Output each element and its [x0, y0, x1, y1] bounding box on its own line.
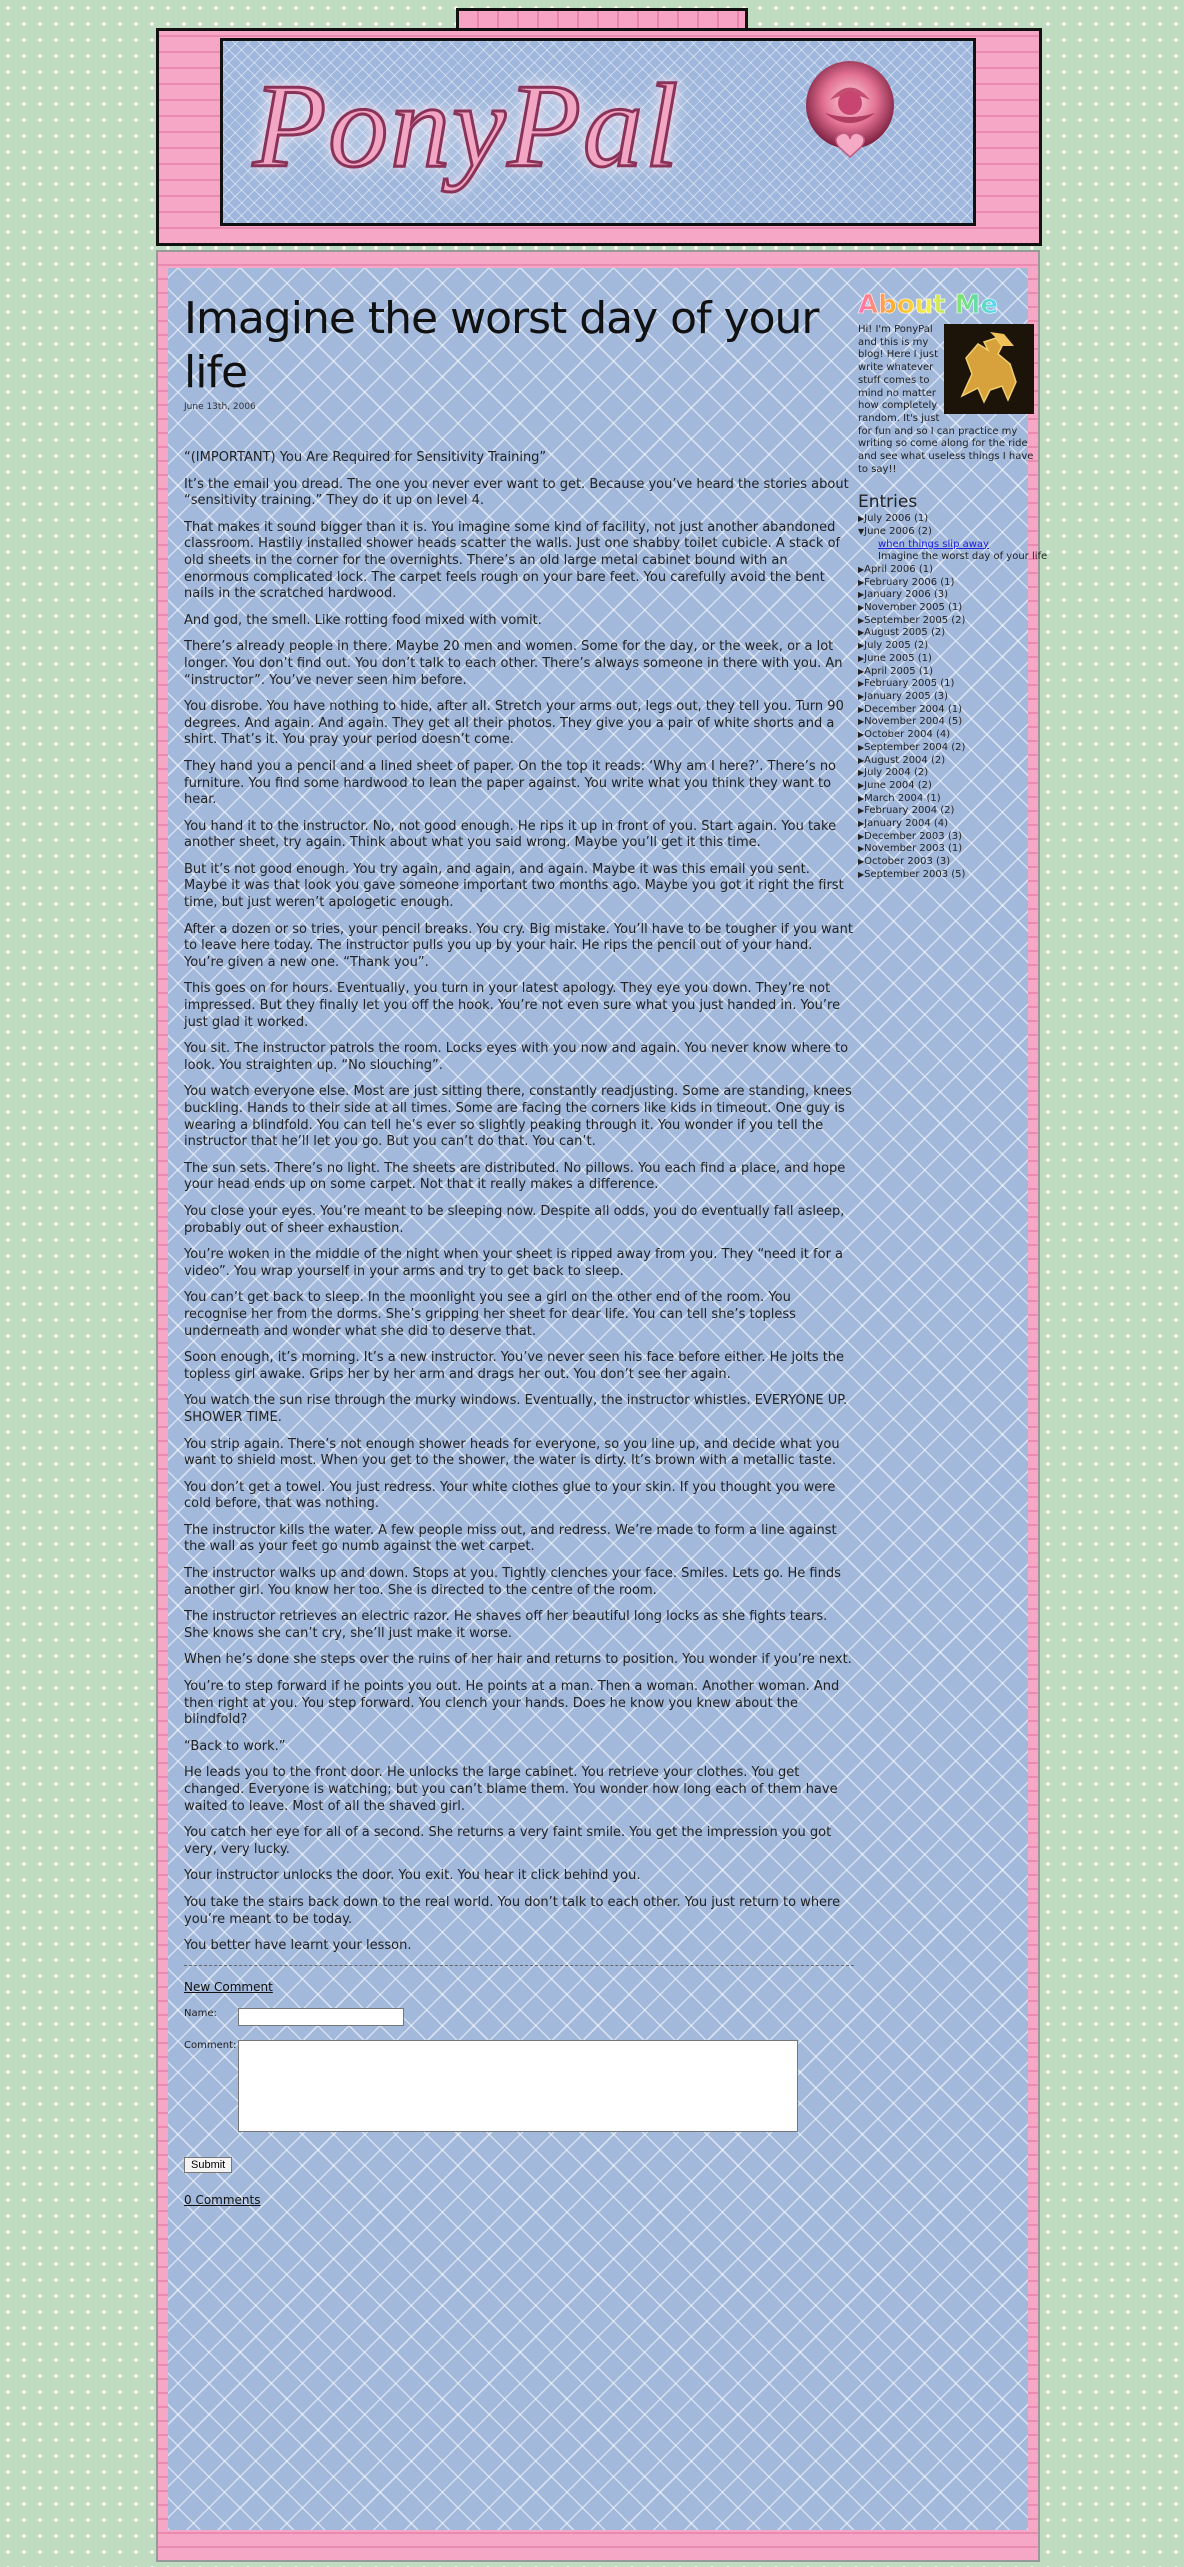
post-paragraph: You strip again. There’s not enough shower heads for everyone, so you line up, and decide what you want to shield most. When you get to the shower, the water is dirty. It’s brown with a metallic taste. — [184, 1436, 840, 1469]
archive-month-item[interactable] — [858, 513, 1034, 526]
archive-month-label[interactable]: June 2004 (2) — [864, 779, 932, 791]
archive-month-label[interactable]: September 2004 (2) — [864, 741, 966, 753]
triangle-right-icon[interactable]: ▶ — [858, 793, 865, 803]
entries-heading: Entries — [858, 492, 918, 513]
archive-month-item[interactable] — [858, 856, 1034, 869]
triangle-right-icon[interactable]: ▶ — [858, 590, 865, 600]
content-area — [168, 268, 1048, 2530]
archive-month-item[interactable] — [858, 869, 1034, 882]
triangle-right-icon[interactable]: ▶ — [858, 653, 865, 663]
post-paragraph: You sit. The instructor patrols the room. Locks eyes with you now and again. You never know where to look. You straighten up. “No slouching”. — [184, 1041, 849, 1073]
archive-month-label[interactable]: October 2004 (4) — [864, 729, 951, 741]
archive-month-label[interactable]: January 2005 (3) — [864, 690, 949, 702]
triangle-right-icon[interactable]: ▶ — [858, 844, 865, 854]
header-banner — [220, 38, 976, 226]
archive-post-item[interactable] — [858, 539, 1034, 552]
post-paragraph: You can’t get back to sleep. In the moonlight you see a girl on the other end of the room. You recognise her from the dorms. She’s gripping her sheet for dear life. You can tell she’s topless underneath and wonder what she did to deserve that. — [184, 1290, 796, 1339]
rose-with-heart-icon — [795, 55, 905, 175]
post-paragraph: There’s already people in there. Maybe 20 men and women. Some for the day, or the week, or a lot longer. You don’t find out. You don’t talk to each other. There’s always someone in there with you. An “instructor”. You’ve never seen him before. — [184, 639, 843, 688]
archive-month-label[interactable]: January 2006 (3) — [864, 589, 949, 601]
main-column — [184, 292, 854, 2207]
triangle-right-icon[interactable]: ▶ — [858, 704, 865, 714]
archive-month-label[interactable]: February 2005 (1) — [864, 678, 955, 690]
archive-month-item[interactable] — [858, 678, 1034, 691]
triangle-right-icon[interactable]: ▶ — [858, 831, 865, 841]
archive-month-item[interactable] — [858, 564, 1034, 577]
archive-month-label[interactable]: July 2006 (1) — [864, 513, 929, 525]
archive-month-label[interactable]: January 2004 (4) — [864, 818, 949, 830]
post-paragraph: You’re woken in the middle of the night when your sheet is ripped away from you. They “need it for a video”. You wrap yourself in your arms and try to get back to sleep. — [184, 1247, 844, 1279]
archive-month-item[interactable] — [858, 691, 1034, 704]
archive-month-item[interactable] — [858, 818, 1034, 831]
post-paragraph: You better have learnt your lesson. — [184, 1938, 412, 1954]
post-paragraph: You hand it to the instructor. No, not good enough. He rips it up in front of you. Start again. You take another sheet, try again. Think about what you said wrong. Maybe you’ll get it this time. — [184, 818, 837, 851]
post-paragraph: You close your eyes. You’re meant to be sleeping now. Despite all odds, you do eventually fall asleep, probably out of sheer exhaustion. — [184, 1203, 845, 1236]
post-paragraph: Soon enough, it’s morning. It’s a new instructor. You’ve never seen his face before either. He jolts the topless girl awake. Grips her by her arm and drags her out. You don’t see her again. — [184, 1350, 845, 1382]
post-paragraph: When he’s done she steps over the ruins of her hair and returns to position. You wonder if you’re next. — [184, 1652, 852, 1668]
post-paragraph: He leads you to the front door. He unlocks the large cabinet. You retrieve your clothes. You get changed. Everyone is watching; but you can’t blame them. You wonder how long each of them have waited to leave. Most of all the shaved girl. — [184, 1765, 838, 1814]
triangle-right-icon[interactable]: ▶ — [858, 615, 865, 625]
archive-month-item[interactable] — [858, 704, 1034, 717]
triangle-right-icon[interactable]: ▶ — [858, 819, 865, 829]
archive-month-item[interactable] — [858, 755, 1034, 768]
post-paragraph: You take the stairs back down to the real world. You don’t talk to each other. You just return to where you’re meant to be today. — [184, 1894, 841, 1927]
archive-month-label[interactable]: October 2003 (3) — [864, 856, 951, 868]
archive-month-label[interactable]: March 2004 (1) — [864, 792, 941, 804]
post-paragraph: That makes it sound bigger than it is. You imagine some kind of facility, not just another abandoned classroom. Hastily installed shower heads scatter the walls. Just one shabby toilet cubicle. A stack of old sheets in the corner for the overnights. There’s an old large metal cabinet bound with an enormous complicated lock. The carpet feels rough on your bare feet. You carefully avoid the bent nails in the scratched hardwood. — [184, 519, 841, 602]
comment-textarea[interactable] — [238, 2040, 798, 2132]
comments-divider — [184, 1965, 854, 1966]
archive-month-item[interactable] — [858, 577, 1034, 590]
triangle-right-icon[interactable]: ▶ — [858, 768, 865, 778]
triangle-right-icon[interactable]: ▶ — [858, 742, 865, 752]
archive-month-item[interactable] — [858, 653, 1034, 666]
triangle-right-icon[interactable]: ▶ — [858, 577, 865, 587]
archive-month-item[interactable] — [858, 793, 1034, 806]
submit-button[interactable]: Submit — [184, 2157, 232, 2173]
archive-post-link[interactable]: Imagine the worst day of your life — [878, 551, 1048, 563]
archive-month-label[interactable]: June 2005 (1) — [864, 652, 932, 664]
archive-month-label[interactable]: December 2003 (3) — [864, 830, 962, 842]
archive-month-label[interactable]: August 2004 (2) — [864, 754, 946, 766]
triangle-right-icon[interactable]: ▶ — [858, 641, 865, 651]
triangle-right-icon[interactable]: ▶ — [858, 603, 865, 613]
archive-month-label[interactable]: June 2006 (2) — [864, 525, 932, 537]
archive-month-label[interactable]: September 2003 (5) — [864, 868, 966, 880]
archive-post-link[interactable]: when things slip away — [878, 538, 989, 550]
archive-month-item[interactable] — [858, 742, 1034, 755]
archive-month-label[interactable]: February 2004 (2) — [864, 805, 955, 817]
triangle-right-icon[interactable]: ▶ — [858, 564, 865, 574]
archive-month-item[interactable] — [858, 602, 1034, 615]
triangle-right-icon[interactable]: ▶ — [858, 857, 865, 867]
post-paragraph: Your instructor unlocks the door. You exit. You hear it click behind you. — [184, 1868, 641, 1884]
archive-month-label[interactable]: November 2005 (1) — [864, 602, 963, 614]
post-paragraph: But it’s not good enough. You try again, and again, and again. Maybe it was this email you sent. Maybe it was that look you gave someone important two months ago. Maybe you got it right the first time, but just weren’t apologetic enough. — [184, 861, 844, 911]
post-paragraph: After a dozen or so tries, your pencil breaks. You cry. Big mistake. You’ll have to be tougher if you want to leave here today. The instructor pulls you up by your hair. He rips the pencil out of your hand. You’re given a new one. “Thank you”. — [184, 921, 853, 970]
about-me-text: Hi! I'm PonyPal and this is my blog! Here I just write whatever stuff comes to mind no matter how completely random. It's just for fun and so I can practice my writing so come along for the ride and see what useless things I have to say!! — [858, 324, 1034, 475]
name-input[interactable] — [238, 2008, 404, 2026]
archive-month-item[interactable] — [858, 666, 1034, 679]
post-paragraph: You catch her eye for all of a second. She returns a very faint smile. You get the impression you got very, very lucky. — [184, 1825, 832, 1857]
archive-month-label[interactable]: August 2005 (2) — [864, 627, 946, 639]
about-me-heading: About Me — [858, 290, 1034, 320]
sidebar — [858, 290, 1048, 882]
post-paragraph: It’s the email you dread. The one you never ever want to get. Because you’ve heard the stories about “sensitivity training.” They do it up on level 4. — [184, 476, 849, 509]
archive-month-label[interactable]: September 2005 (2) — [864, 614, 966, 626]
post-body — [184, 450, 854, 1955]
archive-month-label[interactable]: December 2004 (1) — [864, 703, 962, 715]
post-paragraph: The instructor retrieves an electric razor. He shaves off her beautiful long locks as she fights tears. She knows she can’t cry, she’ll just make it worse. — [184, 1609, 828, 1641]
post-paragraph: This goes on for hours. Eventually, you turn in your latest apology. They eye you down. They’re not impressed. But they finally let you off the hook. You’re not even sure what you just handed in. You’re just glad it worked. — [184, 981, 841, 1030]
post-paragraph: The instructor walks up and down. Stops at you. Tightly clenches your face. Smiles. Lets go. He finds another girl. You know her too. She is directed to the centre of the room. — [184, 1566, 841, 1598]
archive-month-label[interactable]: November 2004 (5) — [864, 716, 963, 728]
triangle-right-icon[interactable]: ▶ — [858, 869, 865, 879]
triangle-right-icon[interactable]: ▶ — [858, 514, 865, 524]
post-paragraph: “(IMPORTANT) You Are Required for Sensitivity Training” — [184, 450, 547, 465]
archive-month-label[interactable]: November 2003 (1) — [864, 843, 963, 855]
triangle-right-icon[interactable]: ▶ — [858, 717, 865, 727]
triangle-right-icon[interactable]: ▶ — [858, 755, 865, 765]
archive-month-item[interactable] — [858, 589, 1034, 602]
archive-month-label[interactable]: July 2005 (2) — [864, 640, 929, 652]
post-paragraph: And god, the smell. Like rotting food mixed with vomit. — [184, 612, 542, 628]
triangle-right-icon[interactable]: ▶ — [858, 806, 865, 816]
name-label: Name: — [184, 2007, 217, 2019]
triangle-right-icon[interactable]: ▶ — [858, 780, 865, 790]
archive-month-label[interactable]: April 2005 (1) — [864, 665, 933, 677]
post-paragraph: They hand you a pencil and a lined sheet of paper. On the top it reads: ‘Why am I here?’. There’s no furniture. You find some hardwood to lean the paper against. You write what you think they want to hear. — [184, 758, 837, 808]
post-title: Imagine the worst day of your life — [184, 293, 819, 398]
comment-row — [184, 2040, 854, 2135]
post-date: June 13th, 2006 — [184, 402, 256, 412]
triangle-right-icon[interactable]: ▶ — [858, 666, 865, 676]
post-paragraph: The instructor kills the water. A few people miss out, and redress. We’re made to form a line against the wall as your feet go numb against the wet carpet. — [184, 1522, 837, 1555]
post-paragraph: You watch everyone else. Most are just sitting there, constantly readjusting. Some are standing, knees buckling. Hands to their side at all times. Some are facing the corners like kids in timeout. One guy is wearing a blindfold. You can tell he’s ever so slightly peaking through it. You wonder if you tell the instructor that he’ll let you go. But you can’t do that. You can’t. — [184, 1084, 852, 1150]
archive-month-item[interactable] — [858, 716, 1034, 729]
archive-list — [858, 513, 1048, 881]
golden-horse-icon — [944, 324, 1034, 414]
archive-post-item[interactable] — [858, 551, 1048, 564]
post-paragraph: The sun sets. There’s no light. The sheets are distributed. No pillows. You each find a place, and hope your head ends up on some carpet. Not that it really makes a difference. — [184, 1160, 846, 1193]
archive-month-item[interactable] — [858, 615, 1034, 628]
comment-label: Comment: — [184, 2039, 237, 2051]
archive-month-item[interactable] — [858, 729, 1034, 742]
post-paragraph: You disrobe. You have nothing to hide, after all. Stretch your arms out, legs out, they tell you. Turn 90 degrees. And again. And again. They get all their photos. They give you a pair of white shorts and a shirt. That’s it. You pray your period doesn’t come. — [184, 699, 844, 748]
site-header — [156, 8, 1042, 248]
triangle-right-icon[interactable]: ▶ — [858, 730, 865, 740]
comments-count-link[interactable]: 0 Comments — [184, 2192, 261, 2207]
archive-month-item[interactable] — [858, 805, 1034, 818]
archive-month-item[interactable] — [858, 526, 1034, 539]
archive-month-label[interactable]: April 2006 (1) — [864, 563, 933, 575]
triangle-right-icon[interactable]: ▶ — [858, 628, 865, 638]
site-title[interactable]: PonyPal — [253, 59, 681, 192]
archive-month-item[interactable] — [858, 627, 1034, 640]
archive-month-item[interactable] — [858, 640, 1034, 653]
archive-month-item[interactable] — [858, 767, 1034, 780]
archive-month-label[interactable]: February 2006 (1) — [864, 576, 955, 588]
post-paragraph: You’re to step forward if he points you out. He points at a man. Then a woman. Another woman. And then right at you. You step forward. You clench your hands. Does he know you knew about the blindfold? — [184, 1679, 840, 1728]
post-paragraph: “Back to work.” — [184, 1738, 286, 1754]
triangle-right-icon[interactable]: ▶ — [858, 691, 865, 701]
post-paragraph: You don’t get a towel. You just redress. Your white clothes glue to your skin. If you thought you were cold before, that was nothing. — [184, 1479, 836, 1512]
archive-month-item[interactable] — [858, 843, 1034, 856]
new-comment-link[interactable]: New Comment — [184, 1979, 273, 1994]
triangle-right-icon[interactable]: ▶ — [858, 679, 865, 689]
name-row — [184, 2008, 854, 2026]
archive-month-item[interactable] — [858, 831, 1034, 844]
triangle-down-icon[interactable]: ▼ — [858, 526, 865, 536]
page-frame — [156, 250, 1048, 2562]
post-paragraph: You watch the sun rise through the murky windows. Eventually, the instructor whistles. EVERYONE UP. SHOWER TIME. — [184, 1393, 848, 1425]
archive-month-label[interactable]: July 2004 (2) — [864, 767, 929, 779]
archive-month-item[interactable] — [858, 780, 1034, 793]
